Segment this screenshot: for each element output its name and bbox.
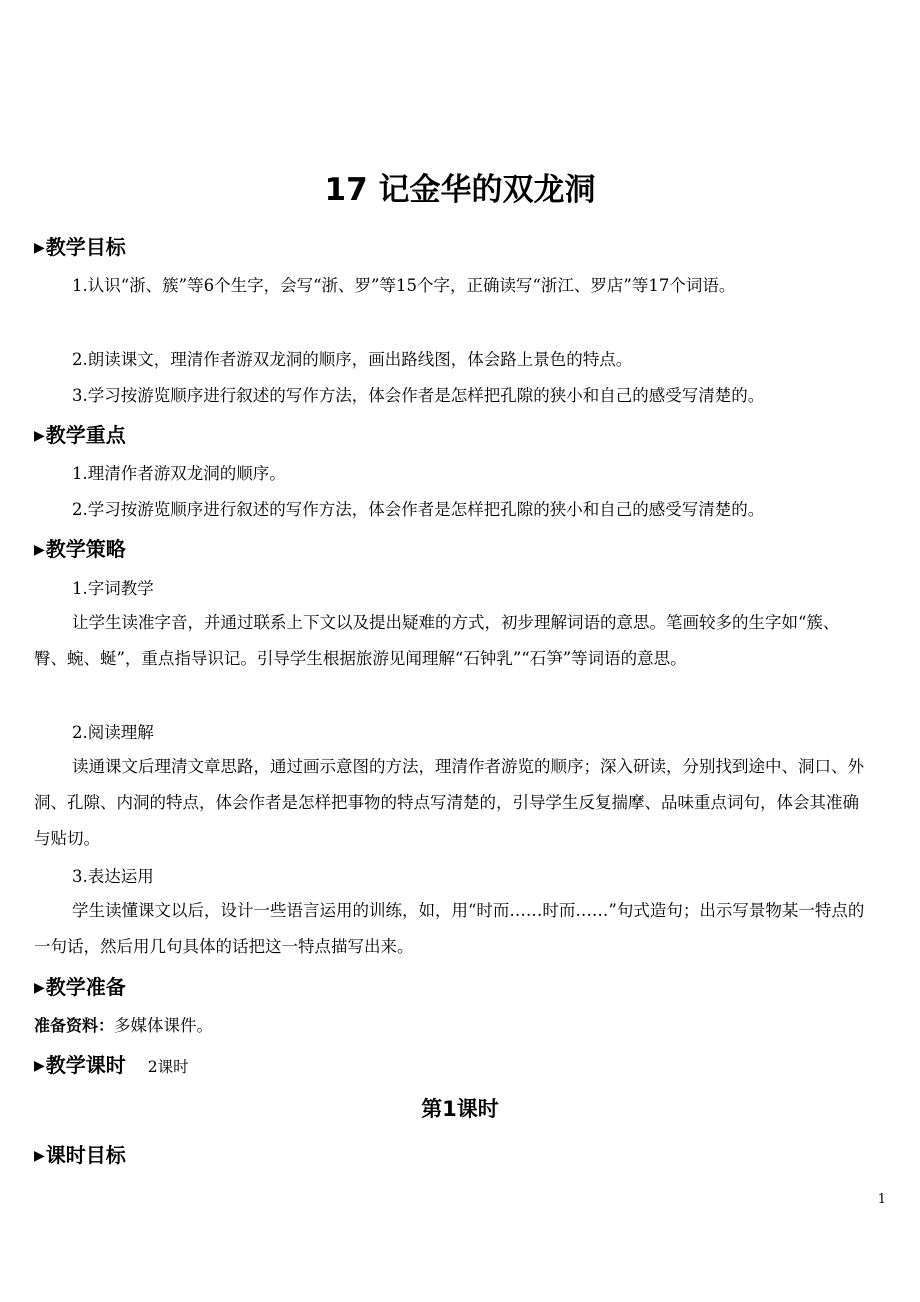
heading-goals [34, 233, 126, 264]
triangle-bullet-icon: ▶ [34, 1058, 45, 1074]
triangle-bullet-icon: ▶ [34, 542, 45, 558]
preparation-line [34, 1014, 213, 1038]
heading-strategy [34, 535, 126, 566]
lesson-title: 第1课时 [421, 1097, 499, 1121]
goal-item-2: 2.朗读课文，理清作者游双龙洞的顺序，画出路线图，体会路上景色的特点。 [72, 350, 633, 369]
document-title: 17 记金华的双龙洞 [324, 172, 596, 208]
triangle-bullet-icon: ▶ [34, 428, 45, 444]
heading-key-points-text: 教学重点 [45, 423, 126, 447]
triangle-bullet-icon: ▶ [34, 980, 45, 996]
key-point-item-1: 1.理清作者游双龙洞的顺序。 [72, 464, 286, 483]
heading-hours-text: 教学课时 [45, 1053, 126, 1077]
heading-hours [34, 1051, 189, 1082]
strategy-3-body: 学生读懂课文以后，设计一些语言运用的训练，如，用“时而……时而……”句式造句；出示写景物某一特点的一句话，然后用几句具体的话把这一特点描写出来。 [34, 901, 865, 956]
strategy-2-title: 2.阅读理解 [72, 723, 154, 742]
strategy-1-title: 1.字词教学 [72, 579, 154, 598]
preparation-label: 准备资料： [34, 1016, 115, 1035]
heading-goals-text: 教学目标 [45, 235, 126, 259]
strategy-2-body: 读通课文后理清文章思路，通过画示意图的方法，理清作者游览的顺序；深入研读，分别找到途中、洞口、外洞、孔隙、内洞的特点，体会作者是怎样把事物的特点写清楚的，引导学生反复揣摩、品味重点词句，体会其准确与贴切。 [34, 757, 864, 848]
goal-item-1: 1.认识“浙、簇”等6个生字，会写“浙、罗”等15个字，正确读写“浙江、罗店”等17个词语。 [72, 276, 736, 295]
key-point-item-2: 2.学习按游览顺序进行叙述的写作方法，体会作者是怎样把孔隙的狭小和自己的感受写清楚的。 [72, 500, 765, 519]
strategy-3-title: 3.表达运用 [72, 867, 154, 886]
triangle-bullet-icon: ▶ [34, 1148, 45, 1164]
goal-item-3: 3.学习按游览顺序进行叙述的写作方法，体会作者是怎样把孔隙的狭小和自己的感受写清楚的。 [72, 386, 765, 405]
heading-lesson-goals [34, 1141, 126, 1172]
preparation-value: 多媒体课件。 [114, 1016, 214, 1035]
triangle-bullet-icon: ▶ [34, 240, 45, 256]
heading-strategy-text: 教学策略 [45, 537, 126, 561]
heading-preparation [34, 973, 126, 1004]
heading-preparation-text: 教学准备 [45, 975, 126, 999]
page-number: 1 [877, 1192, 886, 1207]
heading-key-points [34, 421, 126, 452]
heading-lesson-goals-text: 课时目标 [45, 1143, 126, 1167]
hours-value: 2课时 [147, 1058, 189, 1076]
strategy-1-body: 让学生读准字音，并通过联系上下文以及提出疑难的方式，初步理解词语的意思。笔画较多的生字如“簇、臀、蜿、蜒”，重点指导识记。引导学生根据旅游见闻理解“石钟乳”“石笋”等词语的意思。 [34, 613, 840, 668]
